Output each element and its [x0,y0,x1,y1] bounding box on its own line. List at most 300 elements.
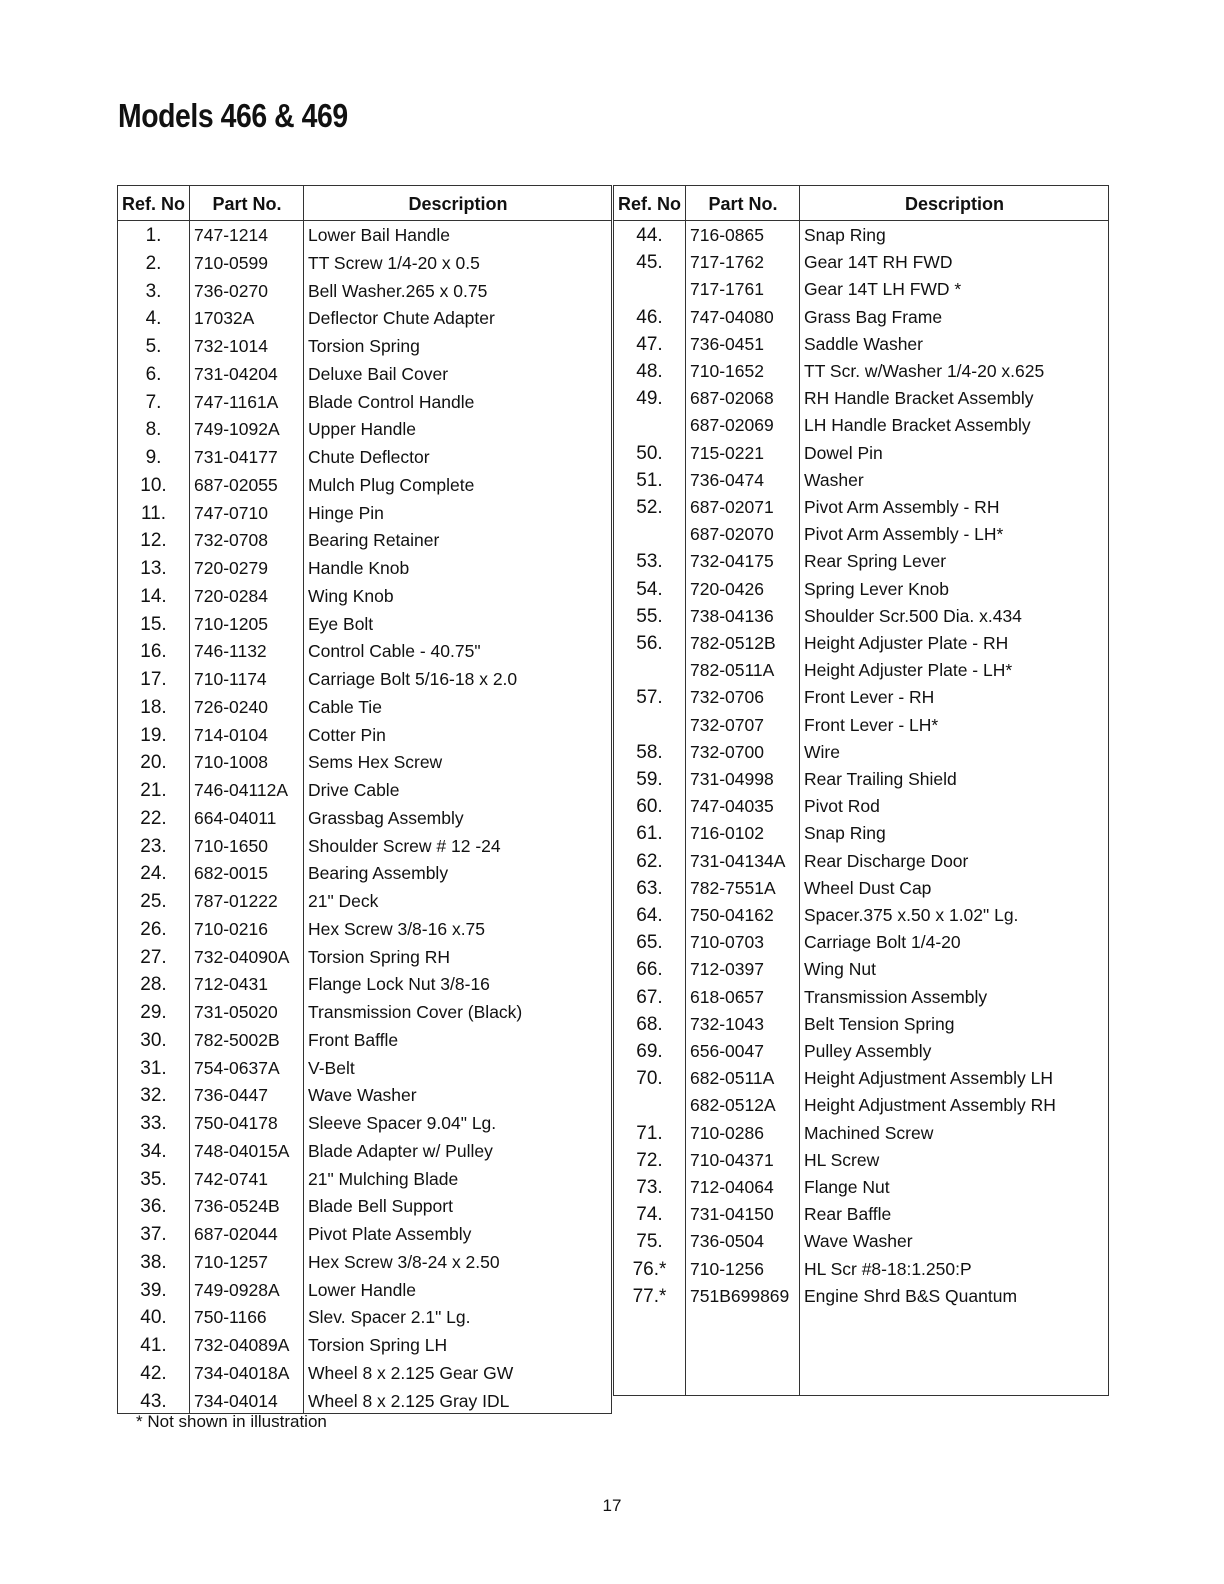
ref-no-cell: 43. [140,1390,167,1412]
table-row [614,1011,1108,1038]
part-no-cell: 720-0279 [194,558,268,578]
table-row [118,1055,611,1082]
part-no-cell: 716-0865 [690,225,764,245]
part-no-cell: 731-04150 [690,1204,774,1225]
ref-no-cell: 47. [636,333,663,355]
description-cell: Slev. Spacer 2.1" Lg. [308,1307,471,1328]
table-row [614,304,1108,331]
part-no-cell: 738-04136 [690,605,774,626]
description-cell: Saddle Washer [804,333,923,354]
description-cell: Machined Screw [804,1122,934,1143]
description-cell: Chute Deflector [308,447,430,467]
description-cell: Flange Lock Nut 3/8-16 [308,974,490,995]
description-cell: Front Baffle [308,1029,399,1050]
description-cell: HL Scr #8-18:1.250:P [804,1258,972,1279]
description-cell: Height Adjuster Plate - RH [804,633,1009,653]
part-no-cell: 749-1092A [194,419,280,440]
ref-no-cell: 36. [140,1196,167,1218]
part-no-cell: 717-1762 [690,252,764,273]
part-no-cell: 714-0104 [194,724,268,745]
part-no-cell: 732-0706 [690,687,764,708]
part-no-cell: 710-0286 [690,1122,764,1143]
ref-no-cell: 11. [140,502,166,524]
table-row [118,805,611,832]
table-row [614,276,1108,303]
table-row [614,820,1108,847]
description-cell: Grass Bag Frame [804,306,943,327]
table-row [614,1120,1108,1147]
description-cell: Pulley Assembly [804,1041,932,1061]
part-no-cell: 726-0240 [194,696,268,717]
part-no-cell: 731-04204 [194,363,278,384]
table-row [118,389,611,416]
ref-no-cell: 77.* [632,1285,667,1307]
part-no-cell: 736-0504 [690,1231,764,1252]
description-cell: Pivot Plate Assembly [308,1224,472,1244]
table-row [118,1388,611,1415]
description-cell: Carriage Bolt 1/4-20 [804,932,961,953]
table-row [614,1256,1108,1283]
ref-no-cell: 44. [636,225,663,246]
ref-no-cell: 69. [636,1041,663,1062]
ref-no-cell: 8. [145,419,162,441]
table-row [118,361,611,388]
description-cell: Pivot Rod [804,796,880,817]
description-cell: Rear Discharge Door [804,850,969,871]
description-cell: Cable Tie [308,696,382,717]
description-cell: Height Adjustment Assembly LH [804,1068,1054,1089]
ref-no-cell: 74. [636,1204,663,1226]
ref-no-cell: 67. [636,986,663,1008]
table-row [118,1304,611,1331]
description-cell: Pivot Arm Assembly - LH* [804,524,1004,545]
ref-no-cell: 26. [140,918,167,940]
table-row [614,1092,1108,1119]
ref-no-cell: 57. [636,687,663,709]
ref-no-cell: 72. [636,1149,663,1171]
description-cell: Handle Knob [308,558,410,578]
part-no-cell: 720-0426 [690,578,764,599]
ref-no-cell: 54. [636,578,663,600]
description-cell: Eye Bolt [308,613,374,634]
table-row [614,1201,1108,1228]
table-row [118,1082,611,1109]
table-row [614,249,1108,276]
description-cell: Wheel 8 x 2.125 Gray IDL [308,1390,510,1411]
table-row [118,1110,611,1137]
part-no-cell: 732-0707 [690,714,764,735]
ref-no-cell: 2. [145,252,162,274]
table-row [614,848,1108,875]
part-no-cell: 782-7551A [690,877,776,898]
ref-no-cell: 22. [140,807,167,829]
description-cell: Spacer.375 x.50 x 1.02" Lg. [804,905,1019,925]
table-row [118,250,611,277]
ref-no-cell: 32. [140,1085,167,1107]
table-row [118,833,611,860]
part-no-cell: 747-1161A [194,391,279,412]
table-row [614,467,1108,494]
part-no-cell: 682-0512A [690,1095,776,1116]
ref-no-cell: 35. [140,1168,167,1190]
ref-no-cell: 20. [140,752,167,774]
part-no-cell: 732-0708 [194,530,268,551]
table-row [118,694,611,721]
part-no-cell: 750-04162 [690,905,774,925]
table-row [118,1332,611,1359]
part-no-cell: 710-1257 [194,1251,268,1272]
description-cell: Hinge Pin [308,502,384,523]
part-no-cell: 731-04134A [690,850,786,871]
table-row [614,222,1108,249]
part-no-cell: 712-0431 [194,974,268,995]
table-row [118,1221,611,1248]
table-row [118,1027,611,1054]
part-no-cell: 731-04998 [690,769,774,789]
part-no-cell: 746-1132 [194,641,267,662]
ref-no-cell: 14. [140,585,167,607]
ref-no-cell: 45. [636,252,663,274]
part-no-cell: 732-04089A [194,1335,290,1355]
table-row [118,1249,611,1276]
table-row [614,358,1108,385]
part-no-cell: 687-02044 [194,1224,278,1244]
table-row [614,1283,1108,1310]
description-cell: Height Adjustment Assembly RH [804,1095,1056,1116]
description-cell: Wire [804,741,840,762]
part-no-cell: 754-0637A [194,1057,280,1078]
description-cell: Transmission Assembly [804,986,988,1007]
description-cell: Gear 14T LH FWD * [804,279,962,300]
part-no-cell: 732-1043 [690,1013,764,1034]
description-cell: Bearing Retainer [308,530,440,551]
part-no-cell: 687-02069 [690,415,774,436]
part-no-cell: 682-0015 [194,863,268,884]
part-no-cell: 715-0221 [690,442,764,463]
ref-no-cell: 60. [636,796,663,818]
page-number: 17 [602,1496,622,1515]
ref-no-cell: 53. [636,551,663,573]
table-row [118,1166,611,1193]
description-cell: Hex Screw 3/8-24 x 2.50 [308,1251,500,1272]
table-row [614,440,1108,467]
description-cell: Wing Nut [804,959,876,980]
ref-no-cell: 10. [140,474,167,496]
table-row [614,956,1108,983]
part-no-cell: 750-1166 [194,1307,267,1328]
table-row [614,1038,1108,1065]
ref-no-cell: 15. [140,613,167,635]
table-row [118,944,611,971]
part-no-cell: 687-02068 [690,388,774,409]
description-cell: Wave Washer [308,1085,417,1106]
part-no-cell: 751B699869 [690,1285,790,1306]
ref-no-cell: 9. [145,447,162,468]
description-cell: TT Scr. w/Washer 1/4-20 x.625 [804,361,1045,381]
description-cell: Control Cable - 40.75" [308,641,481,662]
part-no-cell: 710-1650 [194,835,268,856]
description-cell: 21" Mulching Blade [308,1168,459,1189]
table-row [118,1277,611,1304]
ref-no-cell: 25. [140,891,167,912]
part-no-cell: 736-0474 [690,469,764,490]
part-no-cell: 731-05020 [194,1002,278,1022]
ref-no-cell: 46. [636,306,663,328]
part-no-cell: 747-0710 [194,502,268,523]
table-row [614,1174,1108,1201]
ref-no-cell: 52. [636,497,663,518]
description-cell: Lower Bail Handle [308,225,451,245]
description-cell: Hex Screw 3/8-16 x.75 [308,918,486,939]
part-no-cell: 736-0447 [194,1085,268,1106]
ref-no-cell: 29. [140,1002,167,1023]
header-description: Description [408,194,508,214]
table-row [118,555,611,582]
description-cell: Torsion Spring LH [308,1335,448,1355]
description-cell: Gear 14T RH FWD [804,252,953,273]
part-no-cell: 736-0451 [690,333,764,354]
part-no-cell: 747-04035 [690,796,774,817]
description-cell: Deluxe Bail Cover [308,363,449,384]
table-row [118,666,611,693]
description-cell: Grassbag Assembly [308,807,464,828]
ref-no-cell: 55. [636,605,663,627]
description-cell: Wheel 8 x 2.125 Gear GW [308,1362,514,1383]
part-no-cell: 710-1008 [194,752,268,773]
ref-no-cell: 5. [145,336,162,357]
description-cell: Sleeve Spacer 9.04" Lg. [308,1113,497,1133]
part-no-cell: 710-1256 [690,1258,764,1279]
table-row [614,331,1108,358]
part-no-cell: 710-1652 [690,361,764,381]
ref-no-cell: 70. [636,1068,663,1090]
part-no-cell: 734-04018A [194,1362,290,1383]
table-header [118,186,611,221]
table-row [614,603,1108,630]
part-no-cell: 717-1761 [690,279,764,300]
part-no-cell: 716-0102 [690,823,764,844]
ref-no-cell: 62. [636,850,663,872]
part-no-cell: 710-0216 [194,918,268,939]
description-cell: Flange Nut [804,1177,890,1197]
description-cell: Front Lever - RH [804,687,935,708]
description-cell: Bearing Assembly [308,863,449,884]
ref-no-cell: 23. [140,835,167,857]
ref-no-cell: 6. [145,363,162,385]
table-row [118,1138,611,1165]
table-row [614,766,1108,793]
part-no-cell: 710-0703 [690,932,764,953]
part-no-cell: 749-0928A [194,1279,280,1300]
description-cell: Blade Bell Support [308,1196,453,1217]
part-no-cell: 712-0397 [690,959,764,980]
description-cell: Deflector Chute Adapter [308,308,495,329]
table-row [118,416,611,443]
description-cell: Washer [804,469,864,490]
ref-no-cell: 56. [636,633,663,654]
part-no-cell: 736-0270 [194,280,268,301]
table-row [614,684,1108,711]
part-no-cell: 687-02071 [690,497,774,517]
ref-no-cell: 38. [140,1251,167,1273]
table-row [614,1228,1108,1255]
part-no-cell: 710-1174 [194,669,267,689]
ref-no-cell: 19. [140,724,167,746]
description-cell: Rear Baffle [804,1204,892,1225]
description-cell: Transmission Cover (Black) [308,1002,523,1022]
part-no-cell: 742-0741 [194,1168,268,1189]
table-row [614,984,1108,1011]
part-no-cell: 720-0284 [194,585,268,606]
header-description: Description [904,194,1005,214]
part-no-cell: 687-02070 [690,524,774,545]
parts-table-right [613,185,1109,1396]
ref-no-cell: 65. [636,932,663,954]
part-no-cell: 732-1014 [194,336,268,356]
part-no-cell: 710-0599 [194,252,268,273]
ref-no-cell: 48. [636,361,663,382]
ref-no-cell: 51. [636,469,663,491]
ref-no-cell: 49. [636,388,663,410]
description-cell: Sems Hex Screw [308,752,443,773]
part-no-cell: 618-0657 [690,986,764,1007]
table-row [118,222,611,249]
ref-no-cell: 50. [636,442,663,464]
table-row [614,630,1108,657]
part-no-cell: 656-0047 [690,1041,764,1061]
part-no-cell: 710-04371 [690,1149,774,1170]
description-cell: Shoulder Screw # 12 -24 [308,835,501,856]
description-cell: Rear Trailing Shield [804,769,957,789]
description-cell: Dowel Pin [804,442,883,463]
part-no-cell: 747-04080 [690,306,774,327]
table-row [118,722,611,749]
table-row [118,500,611,527]
part-no-cell: 682-0511A [690,1068,775,1089]
ref-no-cell: 13. [140,558,167,579]
table-row [614,657,1108,684]
ref-no-cell: 31. [140,1057,167,1079]
header-ref-no: Ref. No [122,194,185,214]
table-row [118,278,611,305]
description-cell: Lower Handle [308,1279,416,1300]
ref-no-cell: 41. [140,1335,167,1356]
table-row [118,444,611,471]
ref-no-cell: 7. [145,391,162,413]
description-cell: Spring Lever Knob [804,578,949,599]
table-row [614,712,1108,739]
table-row [614,521,1108,548]
description-cell: RH Handle Bracket Assembly [804,388,1034,409]
table-row [118,860,611,887]
part-no-cell: 687-02055 [194,474,278,495]
ref-no-cell: 3. [145,280,162,302]
ref-no-cell: 66. [636,959,663,981]
description-cell: Snap Ring [804,823,886,844]
table-row [118,971,611,998]
ref-no-cell: 68. [636,1013,663,1035]
description-cell: TT Screw 1/4-20 x 0.5 [308,252,480,273]
part-no-cell: 732-04090A [194,946,290,967]
header-part-no: Part No. [212,194,282,214]
description-cell: HL Screw [804,1149,880,1170]
table-row [118,333,611,360]
part-no-cell: 710-1205 [194,613,268,634]
ref-no-cell: 18. [140,696,167,718]
table-row [118,916,611,943]
description-cell: Carriage Bolt 5/16-18 x 2.0 [308,669,518,689]
table-row [614,793,1108,820]
description-cell: Blade Control Handle [308,391,475,412]
ref-no-cell: 1. [145,225,162,246]
table-row [614,548,1108,575]
part-no-cell: 750-04178 [194,1113,278,1133]
table-row [614,494,1108,521]
ref-no-cell: 21. [140,780,167,801]
parts-table-left [117,185,612,1414]
ref-no-cell: 4. [145,308,162,330]
ref-no-cell: 59. [636,769,663,790]
table-row [614,1065,1108,1092]
description-cell: Wave Washer [804,1231,913,1252]
part-no-cell: 664-04011 [194,807,277,828]
description-cell: Mulch Plug Complete [308,474,475,495]
description-cell: Blade Adapter w/ Pulley [308,1140,493,1161]
part-no-cell: 17032A [194,308,255,329]
part-no-cell: 787-01222 [194,891,278,911]
table-row [118,1193,611,1220]
ref-no-cell: 75. [636,1231,663,1253]
table-row [614,576,1108,603]
ref-no-cell: 12. [140,530,167,552]
description-cell: Wheel Dust Cap [804,877,932,898]
part-no-cell: 732-04175 [690,551,774,572]
page-title: Models 466 & 469 [118,97,348,134]
ref-no-cell: 33. [140,1113,167,1134]
part-no-cell: 748-04015A [194,1140,290,1161]
table-row [118,638,611,665]
table-row [614,385,1108,412]
description-cell: Rear Spring Lever [804,551,947,572]
table-row [118,1360,611,1387]
table-row [118,749,611,776]
header-ref-no: Ref. No [618,194,681,214]
ref-no-cell: 40. [140,1307,167,1329]
part-no-cell: 736-0524B [194,1196,280,1217]
ref-no-cell: 30. [140,1029,167,1051]
part-no-cell: 747-1214 [194,225,268,245]
table-row [118,527,611,554]
ref-no-cell: 37. [140,1224,167,1245]
description-cell: Drive Cable [308,780,400,800]
ref-no-cell: 58. [636,741,663,763]
part-no-cell: 782-0511A [690,660,775,681]
table-row [614,412,1108,439]
ref-no-cell: 34. [140,1140,167,1162]
part-no-cell: 712-04064 [690,1177,774,1197]
part-no-cell: 731-04177 [194,447,278,467]
table-row [118,583,611,610]
table-header [614,186,1108,221]
description-cell: V-Belt [308,1057,355,1078]
table-row [118,305,611,332]
description-cell: Height Adjuster Plate - LH* [804,660,1013,681]
part-no-cell: 732-0700 [690,741,764,762]
ref-no-cell: 27. [140,946,167,968]
ref-no-cell: 16. [140,641,167,663]
table-row [118,999,611,1026]
table-row [118,888,611,915]
